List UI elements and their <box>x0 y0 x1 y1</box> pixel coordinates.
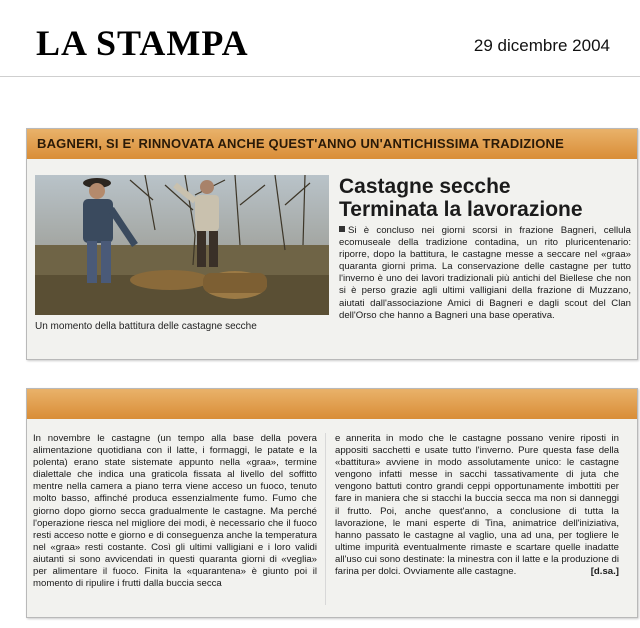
continuation-bar <box>27 389 637 419</box>
headline-line-1: Castagne secche <box>339 175 511 198</box>
lead-text: Si è concluso nei giorni scorsi in frazione Bagneri, cellula ecomuseale della tradizione contadina, un rito pluricentenario: riporre, dopo la battitura, le castagne messe a seccare nel «graa» quaranta giorni prima. La conservazione delle castagne per tutto l'inverno è uno dei lavori tradizionali più antichi del Biellese che non si è perso grazie agli ultimi valligiani della frazione di Muzzano, aiutati dall'associazione Amici di Bagneri e dagli scout del Clan dell'Orso che hanno a Bagneri una base operativa. <box>339 225 631 321</box>
article-lead <box>339 225 631 322</box>
kicker-bar <box>27 129 637 159</box>
chestnut-threshing-photo <box>35 175 329 315</box>
masthead <box>0 0 640 80</box>
bullet-square-icon <box>339 226 345 232</box>
column-divider <box>325 433 326 605</box>
author-signature: [d.sa.] <box>590 566 619 578</box>
body-column-2 <box>335 433 619 578</box>
issue-date: 29 dicembre 2004 <box>473 36 610 55</box>
body-column-2-text: e annerita in modo che le castagne possano venire riposti in appositi sacchetti e usate tutto l'inverno. Pure questa fase della «battitura» avviene in modo assolutamente unico: le castagne vengono infatti messe in sacchi tassativamente di juta che vengono battuti contro grandi ceppi opportunamente imbottiti per fare in maniera che si stacchi la buccia secca ma non si danneggi il frutto. Poi, anche quest'anno, a conclusione di tutta la lavorazione, le mani esperte di Tina, animatrice dell'iniziativa, hanno passato le castagne al vaglio, una ad una, per togliere le ultime impurità eventualmente rimaste e scartare quelle inadatte all'uso cui sono destinate: la minestra con il latte e la produzione di farina per dolci. Ovviamente alle castagne. <box>335 433 619 578</box>
headline-line-2: Terminata la lavorazione <box>339 198 583 221</box>
article-kicker: BAGNERI, SI E' RINNOVATA ANCHE QUEST'ANNO UN'ANTICHISSIMA TRADIZIONE <box>37 136 564 151</box>
article-photo <box>35 175 329 315</box>
body-column-1: In novembre le castagne (un tempo alla base della povera alimentazione quotidiana con il latte, i formaggi, le patate e la polenta) erano state sistemate appunto nella «graa», termine dialettale che indica una graticola fissata al livello del soffitto mentre nella camera a piano terra viene acceso un fuoco, tenuto molto basso, affinché produca essenzialmente fumo. Fumo che giorno dopo giorno secca gradualmente le castagne. Ma perché l'operazione riesca nel migliore dei modi, è necessario che il fuoco resti acceso notte e giorno e di conseguenza anche la temperatura nel «graa» resti costante. Così gli ultimi valligiani e i loro validi aiutanti si sono avvicendati in questi quaranta giorni di «veglia» per alimentare il fuoco. Finita la «quarantena» è giunto poi il momento di ripulire i frutti dalla buccia secca <box>33 433 317 590</box>
article-clipping-bottom <box>26 388 638 618</box>
article-clipping-top <box>26 128 638 360</box>
newspaper-logo: LA STAMPA <box>36 23 249 63</box>
masthead-rule <box>0 76 640 77</box>
photo-caption: Un momento della battitura delle castagne secche <box>35 321 257 332</box>
article-headline <box>339 175 583 221</box>
